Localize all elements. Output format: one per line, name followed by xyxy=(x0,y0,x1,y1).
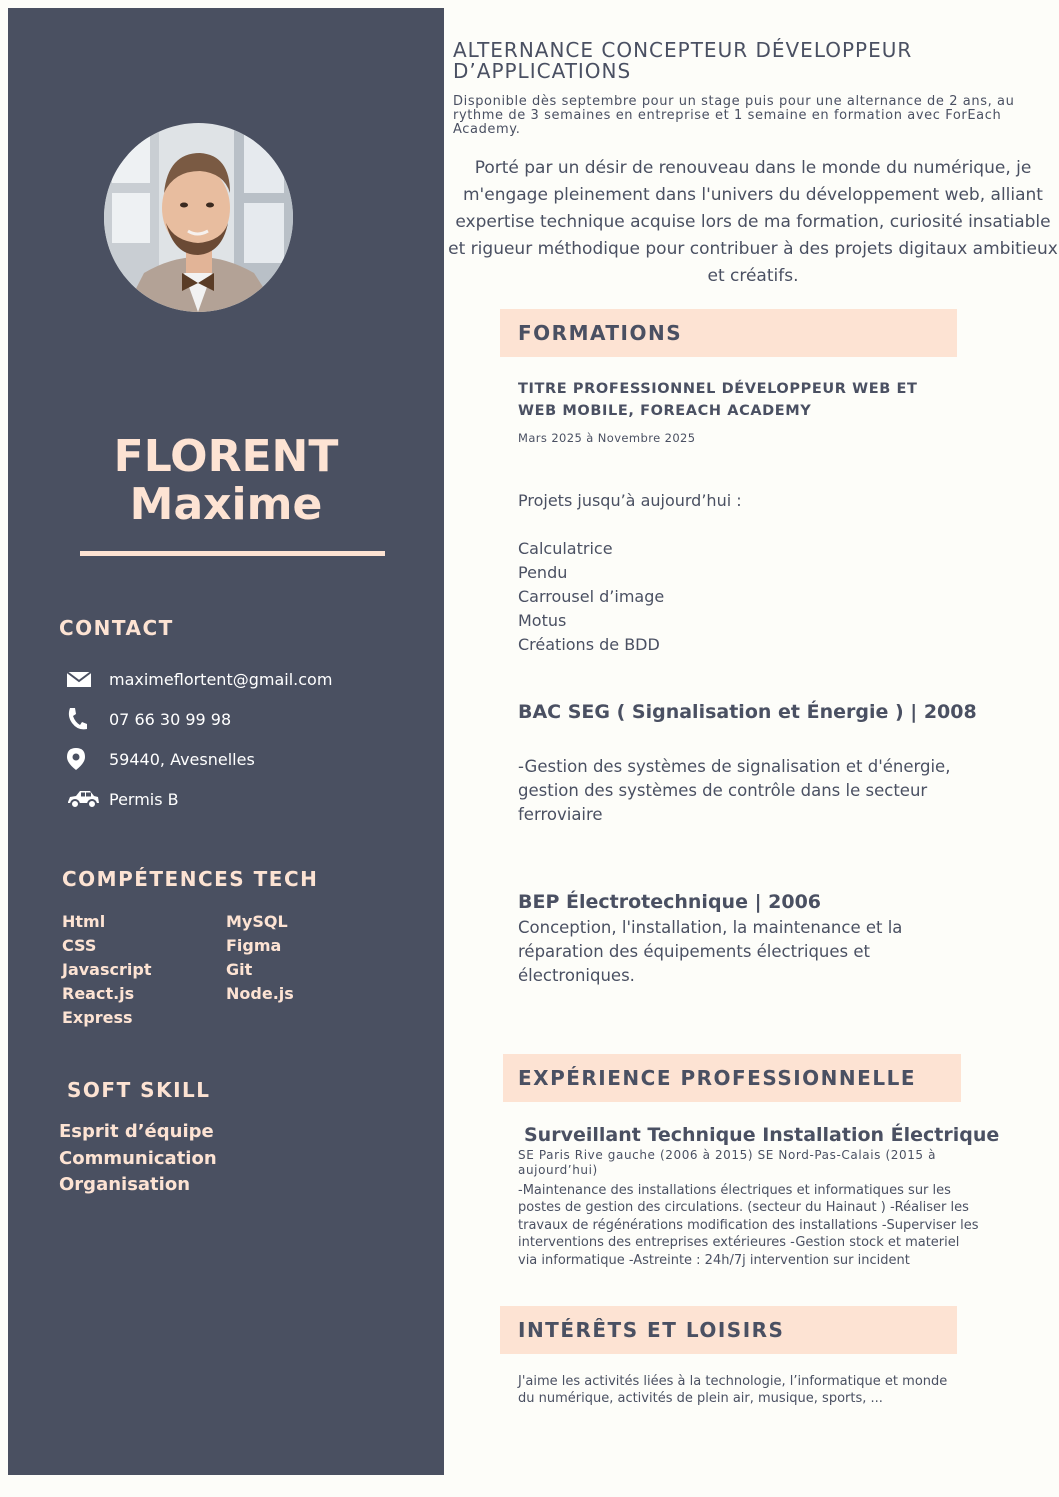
formation-3-title: BEP Électrotechnique | 2006 xyxy=(518,891,822,913)
interests-band xyxy=(500,1306,957,1354)
sidebar xyxy=(8,8,444,1475)
contact-location xyxy=(66,746,255,772)
soft-skill-item: Esprit d’équipe xyxy=(59,1121,214,1142)
phone-icon xyxy=(66,706,100,732)
skill-item: Express xyxy=(62,1008,133,1027)
contact-heading: CONTACT xyxy=(59,616,174,640)
soft-skill-heading: SOFT SKILL xyxy=(67,1078,211,1102)
project-item: Carrousel d’image xyxy=(518,587,665,606)
skill-item: React.js xyxy=(62,984,135,1003)
intro-paragraph: Porté par un désir de renouveau dans le monde du numérique, je m'engage pleinement dans l'univers du développement web, alliant expertise technique acquise lors de ma formation, curiosité insatiable et rigueur méthodique pour contribuer à des projets digitaux ambitieux et créatifs. xyxy=(448,158,1058,286)
name-last: Maxime xyxy=(129,479,323,530)
projects-label: Projets jusqu’à aujourd’hui : xyxy=(518,491,742,510)
name-divider xyxy=(80,551,385,556)
skills-heading: COMPÉTENCES TECH xyxy=(62,867,319,891)
skill-item: Git xyxy=(226,960,253,979)
job-target-title-line1: ALTERNANCE CONCEPTEUR DÉVELOPPEUR xyxy=(453,38,913,62)
formation-3-description: Conception, l'installation, la maintenance et la réparation des équipements électriques et électroniques. xyxy=(518,918,903,985)
project-item: Motus xyxy=(518,611,567,630)
availability-text: Disponible dès septembre pour un stage puis pour une alternance de 2 ans, au rythme de 3 semaines en entreprise et 1 semaine en formation avec ForEach Academy. xyxy=(453,94,1015,137)
formation-1-title: TITRE PROFESSIONNEL DÉVELOPPEUR WEB ET WEB MOBILE, FOREACH ACADEMY xyxy=(518,381,918,419)
experience-heading: EXPÉRIENCE PROFESSIONNELLE xyxy=(518,1066,916,1090)
skill-item: CSS xyxy=(62,936,97,955)
project-item: Pendu xyxy=(518,563,568,582)
skill-item: Figma xyxy=(226,936,282,955)
email-text[interactable]: maximeflortent@gmail.com xyxy=(109,669,333,689)
job-target-title xyxy=(453,40,1053,82)
skill-item: MySQL xyxy=(226,912,288,931)
project-item: Calculatrice xyxy=(518,539,613,558)
skill-item: Javascript xyxy=(62,960,152,979)
experience-band xyxy=(503,1054,961,1102)
project-item: Créations de BDD xyxy=(518,635,660,654)
job-title: Surveillant Technique Installation Électrique xyxy=(524,1124,1000,1146)
formations-band xyxy=(500,309,957,357)
formations-heading: FORMATIONS xyxy=(518,321,683,345)
contact-license xyxy=(66,786,179,812)
location-pin-icon xyxy=(66,746,100,772)
formation-2-title: BAC SEG ( Signalisation et Énergie ) | 2008 xyxy=(518,701,977,723)
job-target-title-line2: D’APPLICATIONS xyxy=(453,59,632,83)
soft-skill-item: Organisation xyxy=(59,1174,191,1195)
skill-item: Node.js xyxy=(226,984,294,1003)
contact-phone xyxy=(66,706,231,732)
car-icon xyxy=(66,786,100,812)
skill-item: Html xyxy=(62,912,106,931)
profile-photo xyxy=(104,123,293,312)
name-first: FLORENT xyxy=(113,431,339,482)
contact-email xyxy=(66,666,332,692)
location-text: 59440, Avesnelles xyxy=(109,749,255,769)
job-description: -Maintenance des installations électriques et informatiques sur les postes de gestion des circulations. (secteur du Hainaut ) -Réaliser les travaux de régénérations modification des installations -Superviser les interventions des entreprises extérieures -Gestion stock et materiel via informatique -Astreinte : 24h/7j intervention sur incident xyxy=(518,1183,979,1268)
license-text: Permis B xyxy=(109,789,179,809)
envelope-icon xyxy=(66,666,100,692)
job-place: SE Paris Rive gauche (2006 à 2015) SE Nord-Pas-Calais (2015 à aujourd’hui) xyxy=(518,1148,937,1177)
interests-heading: INTÉRÊTS ET LOISIRS xyxy=(518,1318,785,1342)
formation-2-description: -Gestion des systèmes de signalisation et d'énergie, gestion des systèmes de contrôle dans le secteur ferroviaire xyxy=(518,757,951,824)
phone-text[interactable]: 07 66 30 99 98 xyxy=(109,709,232,729)
interests-text: J'aime les activités liées à la technologie, l’informatique et monde du numérique, activités de plein air, musique, sports, ... xyxy=(518,1374,948,1407)
soft-skill-item: Communication xyxy=(59,1148,217,1169)
formation-1-dates: Mars 2025 à Novembre 2025 xyxy=(518,431,696,445)
